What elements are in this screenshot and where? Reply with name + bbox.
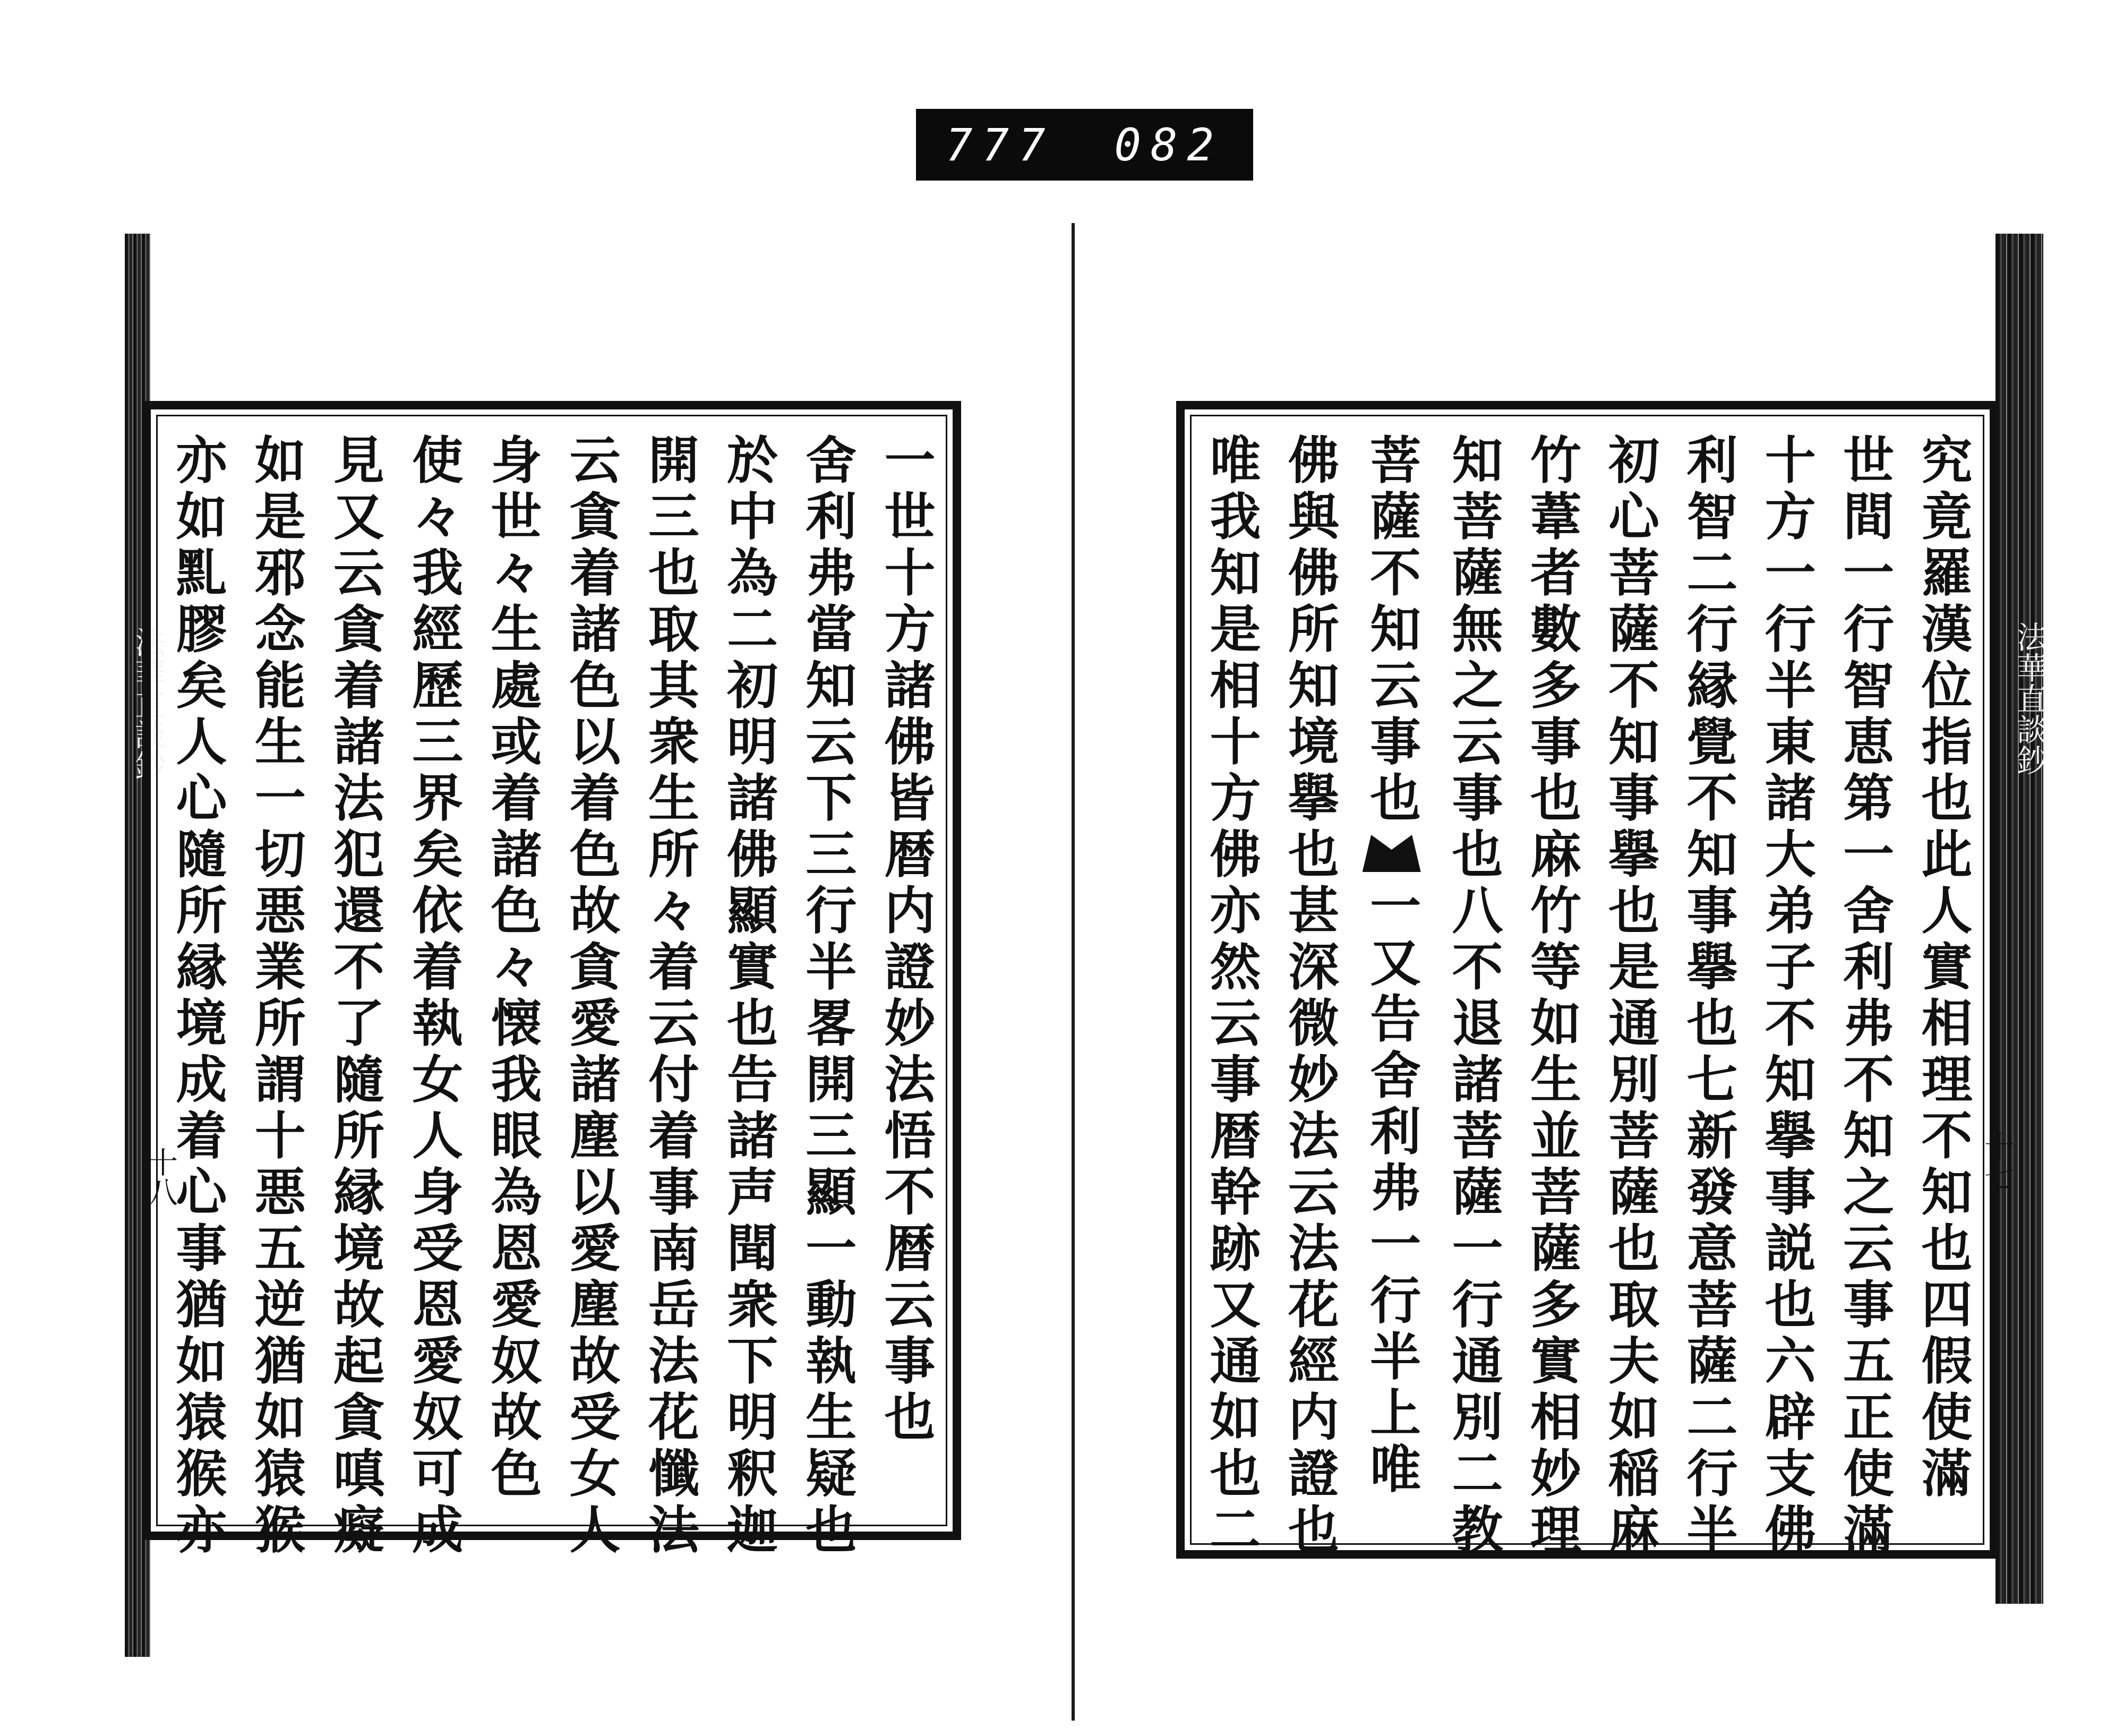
left-page-columns [168, 433, 936, 1559]
section-mark-icon [1363, 835, 1421, 872]
binding-gutter [1072, 223, 1075, 1721]
right-page-columns [1202, 433, 1973, 1559]
text-column: 身世々生處或着諸色々懐我眼為恩愛奴故色 [482, 433, 543, 1503]
text-column-part: 菩薩不知云事也 [1361, 433, 1422, 827]
text-column-part: 一又告舍利弗一行半上唯 [1361, 879, 1422, 1499]
right-page-edge [1995, 234, 2043, 1604]
catalog-number-left: 777 [945, 118, 1055, 171]
text-column: 於中為二初明諸佛顯實也告諸声聞衆下明釈迦 [718, 433, 779, 1559]
text-column: 究竟羅漢位指也此人實相理不知也四假使滿 [1913, 433, 1973, 1503]
catalog-number-label [916, 109, 1253, 181]
text-column-with-section-mark [1363, 433, 1421, 1526]
text-column: 云貪着諸色以着色故貪愛諸塵以愛塵故受女人 [561, 433, 622, 1559]
text-column: 十方一行半東諸大弟子不知擧事説也六辟支佛 [1757, 433, 1817, 1559]
text-column: 唯我知是相十方佛亦然云事暦幹跡又通如也二 [1202, 433, 1262, 1559]
right-edge-title: 法華直談鈔 [2011, 621, 2048, 775]
text-column: 一世十方諸佛皆暦内證妙法悟不暦云事也 [876, 433, 936, 1447]
text-column: 世間一行智恵第一舍利弗不知之云事五正使滿 [1835, 433, 1895, 1559]
text-column: 使々我經歷三界矣依着執女人身受恩愛奴可成 [404, 433, 464, 1559]
text-column: 初心菩薩不知事擧也是通別菩薩也取夫如稲麻 [1600, 433, 1660, 1559]
text-column: 舍利弗當知云下三行半畧開三顯一動執生疑也 [797, 433, 858, 1559]
left-folio-number: 十八 [143, 1147, 178, 1207]
right-folio-number: 十七 [1980, 1131, 2014, 1191]
text-column: 知菩薩無之云事也八不退諸菩薩一行通別二教 [1443, 433, 1504, 1559]
text-column: 開三也取其衆生所々着云付着事南岳法花懺法 [640, 433, 700, 1559]
text-column: 見又云貪着諸法犯還不了隨所縁境故起貪嗔癡 [325, 433, 386, 1559]
text-column: 利智二行縁覺不知事擧也七新發意菩薩二行半 [1678, 433, 1738, 1559]
text-column: 亦如䵝膠矣人心隨所縁境成着心事猶如猿猴亦 [168, 433, 228, 1559]
text-column: 佛與佛所知境擧也甚深微妙法云法花經内證也 [1280, 433, 1340, 1559]
text-column: 如是邪念能生一切悪業所謂十悪五逆猶如猿猴 [246, 433, 307, 1559]
text-column: 竹葦者數多事也麻竹等如生並菩薩多實相妙理 [1522, 433, 1582, 1559]
right-page-panel [1176, 401, 1998, 1559]
left-page-panel [142, 401, 961, 1559]
catalog-number-right: 082 [1114, 118, 1224, 171]
left-edge-title: 法華直談鈔 [130, 627, 166, 781]
